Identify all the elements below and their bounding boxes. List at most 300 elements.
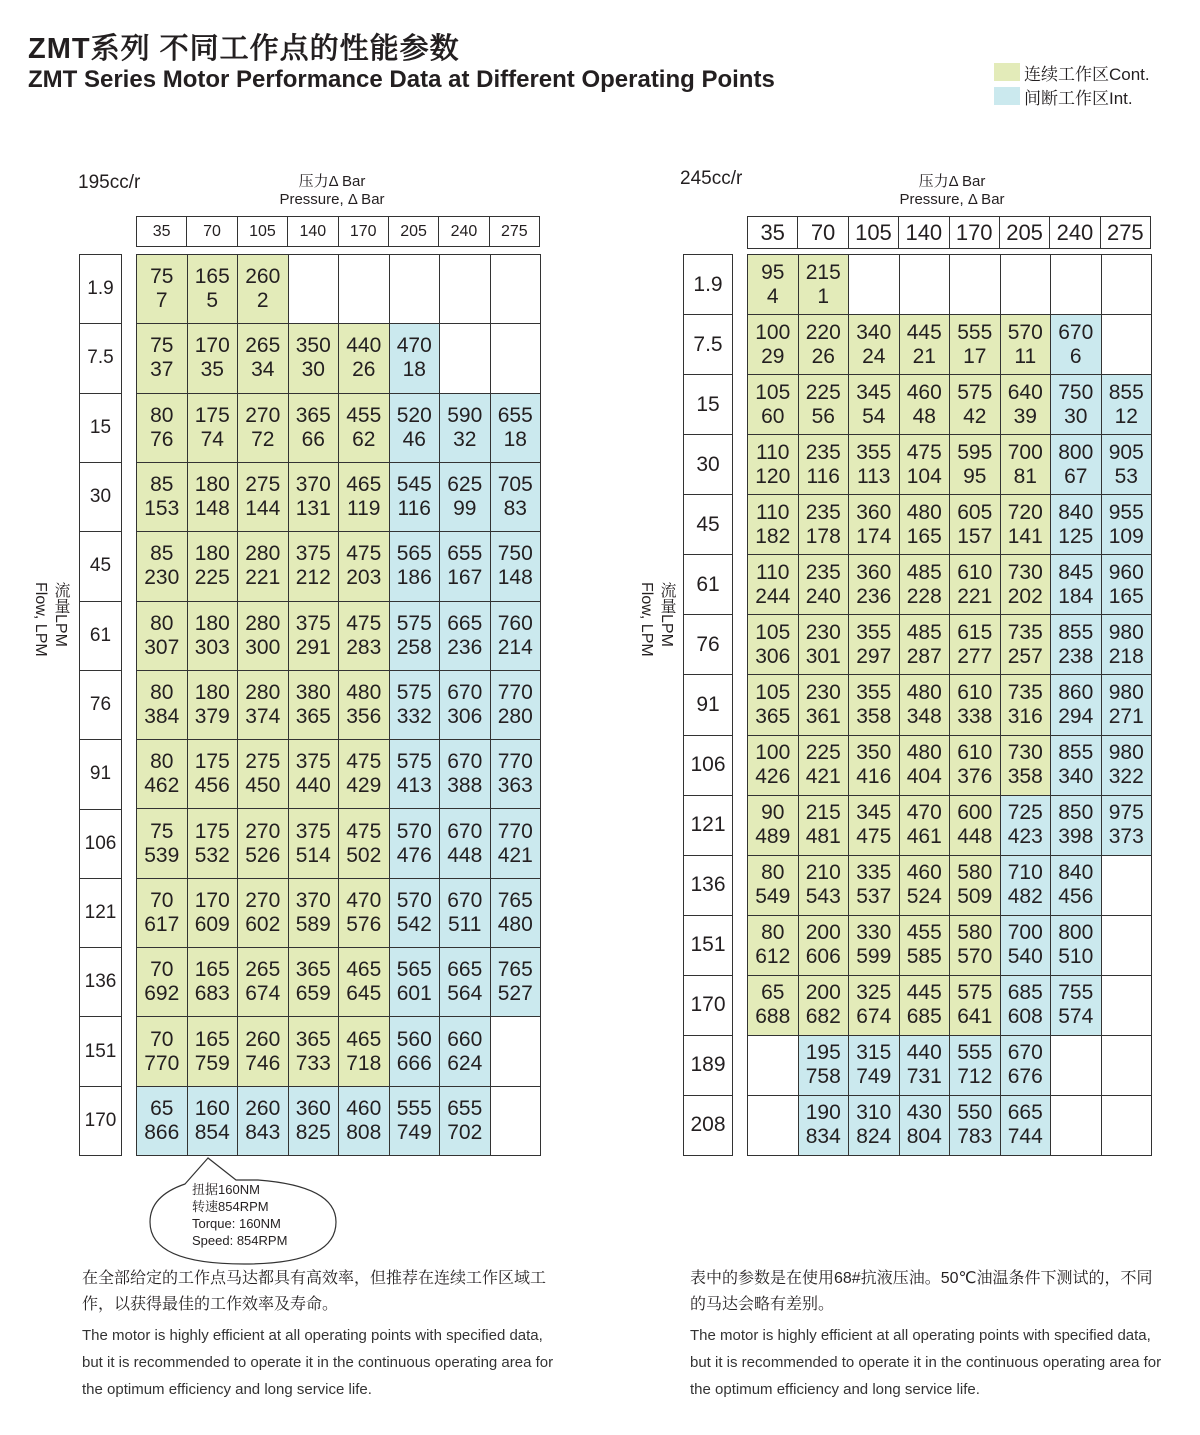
flow-row-label: 170 <box>80 1086 121 1155</box>
data-cell <box>339 740 390 809</box>
data-cell <box>748 315 799 375</box>
data-cell <box>748 916 799 976</box>
torque-value: 65 <box>761 981 785 1005</box>
data-cell <box>799 976 850 1036</box>
speed-value: 62 <box>352 427 376 451</box>
speed-value: 11 <box>1014 344 1037 368</box>
speed-value: 104 <box>906 464 942 488</box>
pressure-header-cell: 105 <box>237 217 287 246</box>
data-cell <box>900 555 951 615</box>
speed-value: 712 <box>957 1065 993 1089</box>
note-right-en: The motor is highly efficient at all operating points with specified data, but it is recommended to operate it in the continuous operating area for the optimum efficiency and long service life. <box>690 1327 1162 1398</box>
speed-value: 37 <box>150 358 174 382</box>
data-cell <box>238 1017 289 1086</box>
speed-value: 202 <box>1007 584 1043 608</box>
speed-value: 532 <box>194 843 230 867</box>
data-cell <box>900 1036 951 1096</box>
data-cell <box>950 375 1001 435</box>
speed-value: 271 <box>1108 704 1144 728</box>
speed-value: 283 <box>346 635 382 659</box>
speed-value: 95 <box>963 464 987 488</box>
data-cell <box>289 324 340 393</box>
speed-value: 221 <box>245 566 281 590</box>
pressure-header-cell: 275 <box>1100 217 1150 248</box>
torque-value: 375 <box>295 611 331 635</box>
speed-value: 18 <box>402 358 426 382</box>
speed-value: 456 <box>1058 885 1094 909</box>
data-cell <box>390 948 441 1017</box>
speed-value: 214 <box>497 635 533 659</box>
pressure-label-en: Pressure, Δ Bar <box>899 191 1005 208</box>
data-cell <box>950 796 1001 856</box>
torque-value: 460 <box>906 380 942 404</box>
speed-value: 53 <box>1114 464 1138 488</box>
speed-value: 157 <box>957 524 993 548</box>
data-cell <box>950 976 1001 1036</box>
torque-value: 350 <box>295 334 331 358</box>
torque-value: 455 <box>346 403 382 427</box>
torque-value: 260 <box>245 1096 281 1120</box>
data-cell <box>491 948 542 1017</box>
data-cell <box>849 675 900 735</box>
data-cell <box>1051 495 1102 555</box>
speed-value: 426 <box>755 765 791 789</box>
torque-value: 610 <box>957 560 993 584</box>
torque-value: 670 <box>1007 1041 1043 1065</box>
data-cell <box>1051 555 1102 615</box>
speed-value: 236 <box>447 635 483 659</box>
data-cell <box>440 602 491 671</box>
data-cell <box>849 1096 900 1156</box>
data-cell <box>1102 675 1153 735</box>
data-cell <box>137 671 188 740</box>
speed-value: 718 <box>346 1051 382 1075</box>
torque-value: 520 <box>396 403 432 427</box>
data-cell <box>188 532 239 601</box>
data-cell <box>950 856 1001 916</box>
torque-value: 265 <box>245 334 281 358</box>
torque-value: 480 <box>906 500 942 524</box>
torque-value: 980 <box>1108 620 1144 644</box>
speed-value: 348 <box>906 704 942 728</box>
data-cell <box>950 615 1001 675</box>
pressure-header-cell: 170 <box>949 217 999 248</box>
torque-value: 80 <box>761 921 785 945</box>
speed-value: 42 <box>963 404 987 428</box>
torque-value: 580 <box>957 861 993 885</box>
speed-value: 148 <box>497 566 533 590</box>
torque-value: 850 <box>1058 801 1094 825</box>
data-cell <box>390 255 441 324</box>
speed-value: 81 <box>1013 464 1037 488</box>
data-cell <box>1001 1096 1052 1156</box>
data-cell <box>390 463 441 532</box>
data-cell <box>1102 615 1153 675</box>
data-cell <box>289 394 340 463</box>
data-cell <box>950 1036 1001 1096</box>
data-cell <box>390 394 441 463</box>
note-left <box>82 1266 557 1403</box>
data-cell <box>390 740 441 809</box>
torque-value: 465 <box>346 958 382 982</box>
data-cell <box>137 532 188 601</box>
legend-label-int: 间断工作区Int. <box>1024 88 1133 108</box>
data-cell <box>491 1087 542 1156</box>
data-cell <box>1001 555 1052 615</box>
data-cell <box>137 740 188 809</box>
torque-value: 95 <box>761 260 785 284</box>
torque-value: 555 <box>957 320 993 344</box>
speed-value: 731 <box>906 1065 942 1089</box>
speed-value: 416 <box>856 765 892 789</box>
torque-value: 215 <box>805 260 841 284</box>
data-cell <box>950 555 1001 615</box>
speed-value: 749 <box>856 1065 892 1089</box>
data-cell <box>950 435 1001 495</box>
data-cell <box>1051 1036 1102 1096</box>
torque-value: 80 <box>150 680 174 704</box>
torque-value: 670 <box>1058 320 1094 344</box>
torque-value: 960 <box>1108 560 1144 584</box>
data-cell <box>748 675 799 735</box>
data-cell <box>849 375 900 435</box>
speed-value: 365 <box>295 704 331 728</box>
pressure-header-cell: 70 <box>186 217 236 246</box>
torque-value: 225 <box>805 380 841 404</box>
torque-value: 555 <box>957 1041 993 1065</box>
data-cell <box>748 255 799 315</box>
speed-value: 413 <box>396 774 432 798</box>
speed-value: 83 <box>503 497 527 521</box>
data-cell <box>440 948 491 1017</box>
pressure-label-left <box>262 173 402 209</box>
torque-value: 730 <box>1007 741 1043 765</box>
data-cell <box>1102 375 1153 435</box>
flow-label-cn: 流量LPM <box>52 582 69 647</box>
speed-value: 34 <box>251 358 275 382</box>
flow-row-label: 15 <box>80 393 121 462</box>
torque-value: 100 <box>755 741 791 765</box>
data-cell <box>238 879 289 948</box>
data-cell <box>1001 1036 1052 1096</box>
torque-value: 105 <box>755 620 791 644</box>
data-cell <box>491 671 542 740</box>
flow-row-label: 91 <box>80 739 121 808</box>
data-cell <box>1102 1036 1153 1096</box>
speed-value: 236 <box>856 584 892 608</box>
torque-value: 655 <box>497 403 533 427</box>
speed-value: 5 <box>206 289 219 313</box>
data-cell <box>137 948 188 1017</box>
flow-column-right <box>683 254 733 1156</box>
data-cell <box>137 1017 188 1086</box>
speed-value: 67 <box>1064 464 1088 488</box>
data-cell <box>1051 736 1102 796</box>
torque-value: 325 <box>856 981 892 1005</box>
model-label-left: 195cc/r <box>78 172 141 193</box>
torque-value: 700 <box>1007 921 1043 945</box>
torque-value: 845 <box>1058 560 1094 584</box>
torque-value: 575 <box>957 380 993 404</box>
speed-value: 280 <box>497 704 533 728</box>
data-cell <box>491 809 542 878</box>
data-cell <box>491 879 542 948</box>
torque-value: 180 <box>194 611 230 635</box>
data-cell <box>1051 375 1102 435</box>
speed-value: 257 <box>1007 644 1043 668</box>
speed-value: 29 <box>761 344 785 368</box>
speed-value: 421 <box>805 765 841 789</box>
data-cell <box>1051 1096 1102 1156</box>
torque-value: 170 <box>194 888 230 912</box>
data-cell <box>1001 435 1052 495</box>
torque-value: 375 <box>295 542 331 566</box>
data-cell <box>1001 255 1052 315</box>
speed-value: 854 <box>194 1120 230 1144</box>
speed-value: 338 <box>957 704 993 728</box>
data-cell <box>1102 796 1153 856</box>
flow-column-left <box>79 254 122 1156</box>
torque-value: 265 <box>245 958 281 982</box>
data-cell <box>1102 916 1153 976</box>
data-cell <box>799 796 850 856</box>
flow-label-right <box>636 582 676 657</box>
speed-value: 174 <box>856 524 892 548</box>
speed-value: 683 <box>194 982 230 1006</box>
speed-value: 480 <box>497 912 533 936</box>
speed-value: 866 <box>144 1120 180 1144</box>
speed-value: 165 <box>1108 584 1144 608</box>
data-cell <box>849 916 900 976</box>
data-cell <box>137 602 188 671</box>
data-cell <box>289 879 340 948</box>
torque-value: 260 <box>245 265 281 289</box>
speed-value: 109 <box>1108 524 1144 548</box>
data-cell <box>950 495 1001 555</box>
speed-value: 238 <box>1058 644 1094 668</box>
speed-value: 540 <box>1007 945 1043 969</box>
torque-value: 85 <box>150 542 174 566</box>
data-cell <box>188 394 239 463</box>
speed-value: 18 <box>503 427 527 451</box>
torque-value: 75 <box>150 334 174 358</box>
torque-value: 310 <box>856 1101 892 1125</box>
data-cell <box>900 495 951 555</box>
data-cell <box>238 532 289 601</box>
flow-row-label: 7.5 <box>684 314 732 374</box>
torque-value: 750 <box>497 542 533 566</box>
data-cell <box>900 976 951 1036</box>
callout-bubble <box>148 1156 338 1266</box>
torque-value: 670 <box>447 680 483 704</box>
speed-value: 576 <box>346 912 382 936</box>
note-right-cn: 表中的参数是在使用68#抗液压油。50℃油温条件下测试的，不同的马达会略有差别。 <box>690 1270 1153 1313</box>
speed-value: 602 <box>245 912 281 936</box>
data-cell <box>900 856 951 916</box>
speed-value: 612 <box>755 945 791 969</box>
torque-value: 440 <box>346 334 382 358</box>
torque-value: 280 <box>245 611 281 635</box>
speed-value: 225 <box>194 566 230 590</box>
speed-value: 165 <box>906 524 942 548</box>
data-cell <box>1051 796 1102 856</box>
flow-row-label: 7.5 <box>80 323 121 392</box>
data-grid-right <box>747 254 1152 1156</box>
data-cell <box>950 1096 1001 1156</box>
speed-value: 374 <box>245 704 281 728</box>
data-cell <box>440 809 491 878</box>
speed-value: 116 <box>806 464 840 488</box>
torque-value: 340 <box>856 320 892 344</box>
torque-value: 355 <box>856 620 892 644</box>
data-cell <box>849 976 900 1036</box>
speed-value: 527 <box>497 982 533 1006</box>
speed-value: 203 <box>346 566 382 590</box>
speed-value: 120 <box>755 464 791 488</box>
speed-value: 645 <box>346 982 382 1006</box>
callout-line: Speed: 854RPM <box>192 1233 288 1248</box>
torque-value: 315 <box>856 1041 892 1065</box>
speed-value: 258 <box>396 635 432 659</box>
data-cell <box>188 255 239 324</box>
speed-value: 363 <box>497 774 533 798</box>
data-cell <box>748 555 799 615</box>
torque-value: 270 <box>245 888 281 912</box>
data-cell <box>238 602 289 671</box>
speed-value: 361 <box>805 704 841 728</box>
speed-value: 340 <box>1058 765 1094 789</box>
torque-value: 175 <box>194 819 230 843</box>
speed-value: 30 <box>1064 404 1088 428</box>
flow-label-cn: 流量LPM <box>658 582 675 647</box>
speed-value: 570 <box>957 945 993 969</box>
data-cell <box>440 1087 491 1156</box>
torque-value: 770 <box>497 750 533 774</box>
speed-value: 783 <box>957 1125 993 1149</box>
data-cell <box>491 602 542 671</box>
torque-value: 605 <box>957 500 993 524</box>
speed-value: 624 <box>447 1051 483 1075</box>
torque-value: 730 <box>1007 560 1043 584</box>
torque-value: 275 <box>245 750 281 774</box>
flow-row-label: 136 <box>80 947 121 1016</box>
torque-value: 210 <box>805 861 841 885</box>
speed-value: 35 <box>200 358 224 382</box>
pressure-label-right <box>882 173 1022 209</box>
speed-value: 306 <box>755 644 791 668</box>
data-cell <box>339 324 390 393</box>
data-cell <box>799 315 850 375</box>
speed-value: 322 <box>1108 765 1144 789</box>
torque-value: 260 <box>245 1027 281 1051</box>
data-cell <box>1051 315 1102 375</box>
torque-value: 380 <box>295 680 331 704</box>
speed-value: 526 <box>245 843 281 867</box>
speed-value: 39 <box>1013 404 1037 428</box>
data-cell <box>849 615 900 675</box>
torque-value: 665 <box>447 611 483 635</box>
torque-value: 485 <box>906 560 942 584</box>
speed-value: 601 <box>396 982 432 1006</box>
torque-value: 705 <box>497 473 533 497</box>
torque-value: 665 <box>447 958 483 982</box>
flow-row-label: 45 <box>80 531 121 600</box>
torque-value: 670 <box>447 750 483 774</box>
data-cell <box>1102 736 1153 796</box>
pressure-label-cn: 压力Δ Bar <box>918 173 986 190</box>
torque-value: 465 <box>346 1027 382 1051</box>
speed-value: 564 <box>447 982 483 1006</box>
speed-value: 574 <box>1058 1005 1094 1029</box>
data-cell <box>440 532 491 601</box>
data-cell <box>1001 916 1052 976</box>
torque-value: 640 <box>1007 380 1043 404</box>
speed-value: 539 <box>144 843 180 867</box>
data-cell <box>289 671 340 740</box>
torque-value: 175 <box>194 750 230 774</box>
data-cell <box>339 879 390 948</box>
torque-value: 180 <box>194 542 230 566</box>
data-cell <box>1102 315 1153 375</box>
torque-value: 735 <box>1007 680 1043 704</box>
speed-value: 702 <box>447 1120 483 1144</box>
data-cell <box>900 1096 951 1156</box>
speed-value: 749 <box>396 1120 432 1144</box>
speed-value: 808 <box>346 1120 382 1144</box>
flow-row-label: 76 <box>80 670 121 739</box>
flow-row-label: 151 <box>684 915 732 975</box>
data-cell <box>950 675 1001 735</box>
torque-value: 230 <box>805 680 841 704</box>
torque-value: 85 <box>150 473 174 497</box>
speed-value: 759 <box>194 1051 230 1075</box>
pressure-header-cell: 35 <box>760 219 785 245</box>
data-cell <box>289 740 340 809</box>
speed-value: 332 <box>396 704 432 728</box>
speed-value: 804 <box>906 1125 942 1149</box>
speed-value: 184 <box>1058 584 1094 608</box>
torque-value: 280 <box>245 680 281 704</box>
torque-value: 660 <box>447 1027 483 1051</box>
flow-row-label: 30 <box>684 434 732 494</box>
speed-value: 144 <box>245 497 281 521</box>
speed-value: 294 <box>1058 704 1094 728</box>
speed-value: 608 <box>1007 1005 1043 1029</box>
speed-value: 153 <box>144 497 180 521</box>
pressure-header-cell: 170 <box>338 217 388 246</box>
torque-value: 475 <box>346 542 382 566</box>
data-cell <box>1051 675 1102 735</box>
torque-value: 455 <box>906 921 942 945</box>
speed-value: 356 <box>346 704 382 728</box>
torque-value: 195 <box>805 1041 841 1065</box>
data-cell <box>1001 315 1052 375</box>
speed-value: 824 <box>856 1125 892 1149</box>
speed-value: 659 <box>295 982 331 1006</box>
data-cell <box>390 879 441 948</box>
torque-value: 70 <box>150 958 174 982</box>
data-cell <box>137 324 188 393</box>
speed-value: 230 <box>144 566 180 590</box>
data-cell <box>390 532 441 601</box>
torque-value: 855 <box>1058 620 1094 644</box>
data-cell <box>238 809 289 878</box>
speed-value: 379 <box>194 704 230 728</box>
data-cell <box>491 463 542 532</box>
torque-value: 655 <box>447 542 483 566</box>
data-cell <box>188 948 239 1017</box>
speed-value: 297 <box>856 644 892 668</box>
